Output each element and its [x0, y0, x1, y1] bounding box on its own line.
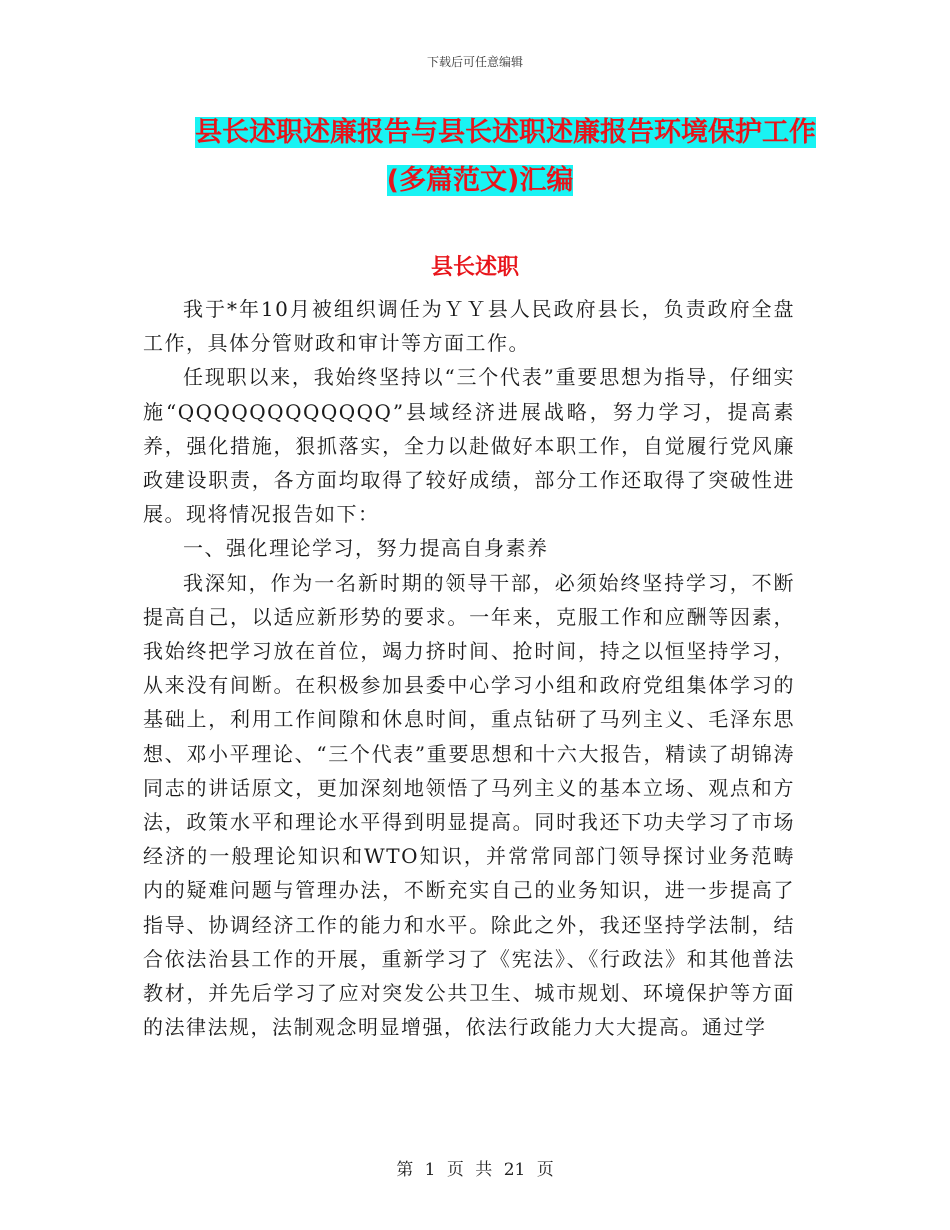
- paragraph: 一、强化理论学习，努力提高自身素养: [183, 536, 549, 561]
- title-highlight-1: 县长述职述廉报告与县长述职述廉报告环境保护工作: [195, 117, 816, 148]
- document-title-line-2: [140, 158, 820, 197]
- page-footer: 第 1 页 共 21 页: [396, 1160, 554, 1180]
- paragraph: 任现职以来，我始终坚持以“三个代表”重要思想为指导，仔细实施“QQQQQQQQQQQQ”县域经济进展战略，努力学习，提高素养，强化措施，狠抓落实，全力以赴做好本职工作，自觉履行党风廉政建设职责，各方面均取得了较好成绩，部分工作还取得了突破性进展。现将情况报告如下：: [143, 365, 795, 527]
- document-title-line-1: [140, 110, 875, 149]
- section-heading: 县长述职: [430, 255, 519, 280]
- paragraph: 我深知，作为一名新时期的领导干部，必须始终坚持学习，不断提高自己，以适应新形势的要求。一年来，克服工作和应酬等因素，我始终把学习放在首位，竭力挤时间、抢时间，持之以恒坚持学习，从来没有间断。在积极参加县委中心学习小组和政府党组集体学习的基础上，利用工作间隙和休息时间，重点钻研了马列主义、毛泽东思想、邓小平理论、“三个代表”重要思想和十六大报告，精读了胡锦涛同志的讲话原文，更加深刻地领悟了马列主义的基本立场、观点和方法，政策水平和理论水平得到明显提高。同时我还下功夫学习了市场经济的一般理论知识和WTO知识，并常常同部门领导探讨业务范畴内的疑难问题与管理办法，不断充实自己的业务知识，进一步提高了指导、协调经济工作的能力和水平。除此之外，我还坚持学法制，结合依法治县工作的开展，重新学习了《宪法》、《行政法》和其他普法教材，并先后学习了应对突发公共卫生、城市规划、环境保护等方面的法律法规，法制观念明显增强，依法行政能力大大提高。通过学: [143, 570, 795, 1040]
- title-highlight-2: (多篇范文)汇编: [386, 165, 574, 196]
- header-note: 下载后可任意编辑: [426, 55, 523, 69]
- document-body: [143, 292, 795, 1044]
- paragraph: 我于*年10月被组织调任为ＹＹ县人民政府县长，负责政府全盘工作，具体分管财政和审计等方面工作。: [143, 297, 795, 356]
